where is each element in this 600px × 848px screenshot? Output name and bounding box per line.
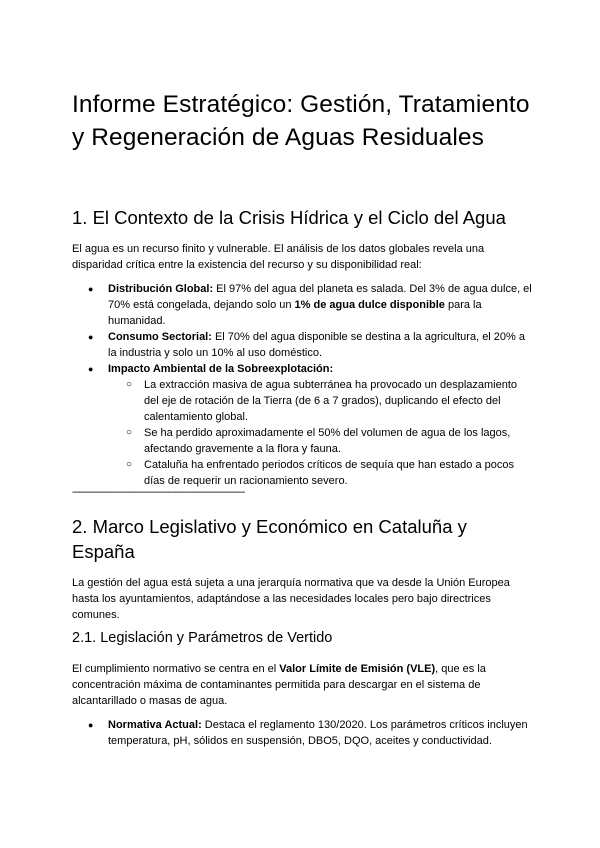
bullet-label: Normativa Actual: [108,719,202,731]
subsection-2-1-heading: 2.1. Legislación y Parámetros de Vertido [72,630,333,646]
section-1-intro: El agua es un recurso finito y vulnerable. El análisis de los datos globales revela una disparidad crítica entre la existencia del recurso y su disponibilidad real: [72,243,485,271]
section-1-bullet-list [86,281,532,489]
bullet-emphasis: 1% de agua dulce disponible [294,299,445,311]
document-title: Informe Estratégico: Gestión, Tratamiento y Regeneración de Aguas Residuales [72,91,530,151]
list-item [86,361,532,489]
paragraph-text: El cumplimiento normativo se centra en el [72,663,280,675]
section-2-bullet-list [86,717,532,749]
list-item [86,281,532,329]
bullet-label: Consumo Sectorial: [108,331,212,343]
section-2-heading: 2. Marco Legislativo y Económico en Cataluña y España [72,516,467,562]
bullet-text: El 70% del agua disponible se destina a la agricultura, el 20% a la industria y solo un 10% al uso doméstico. [108,331,525,359]
paragraph-emphasis: Valor Límite de Emisión (VLE) [279,663,436,675]
list-item [86,329,532,361]
bullet-text: El 97% del agua del planeta es salada. Del 3% de agua dulce, el 70% está congelada, dejando solo un [108,283,532,311]
subsection-2-1-intro [72,661,532,709]
list-item [86,717,532,749]
list-item: ○ Cataluña ha enfrentado periodos críticos de sequía que han estado a pocos días de requerir un racionamiento severo. [108,457,532,489]
bullet-text: para la humanidad. [108,299,482,327]
section-2-intro: La gestión del agua está sujeta a una jerarquía normativa que va desde la Unión Europea hasta los ayuntamientos, adaptándose a las necesidades locales pero bajo directrices comunes. [72,577,510,621]
section-1-heading: 1. El Contexto de la Crisis Hídrica y el Ciclo del Agua [72,207,506,228]
bullet-label: Distribución Global: [108,283,214,295]
bullet-text: Destaca el reglamento 130/2020. Los parámetros críticos incluyen temperatura, pH, sólidos en suspensión, DBO5, DQO, aceites y conductividad. [108,719,528,747]
list-item: ○ Se ha perdido aproximadamente el 50% del volumen de agua de los lagos, afectando gravemente a la flora y fauna. [108,425,532,457]
list-item: ○ La extracción masiva de agua subterránea ha provocado un desplazamiento del eje de rotación de la Tierra (de 6 a 7 grados), duplicando el efecto del calentamiento global. [108,377,532,425]
paragraph-text: , que es la concentración máxima de contaminantes permitida para descargar en el sistema de alcantarillado o masas de agua. [72,663,486,707]
horizontal-rule: -------------------------------------------------------------------------- [72,487,245,498]
nested-bullet-list [108,377,532,489]
bullet-label: Impacto Ambiental de la Sobreexplotación: [108,363,334,375]
